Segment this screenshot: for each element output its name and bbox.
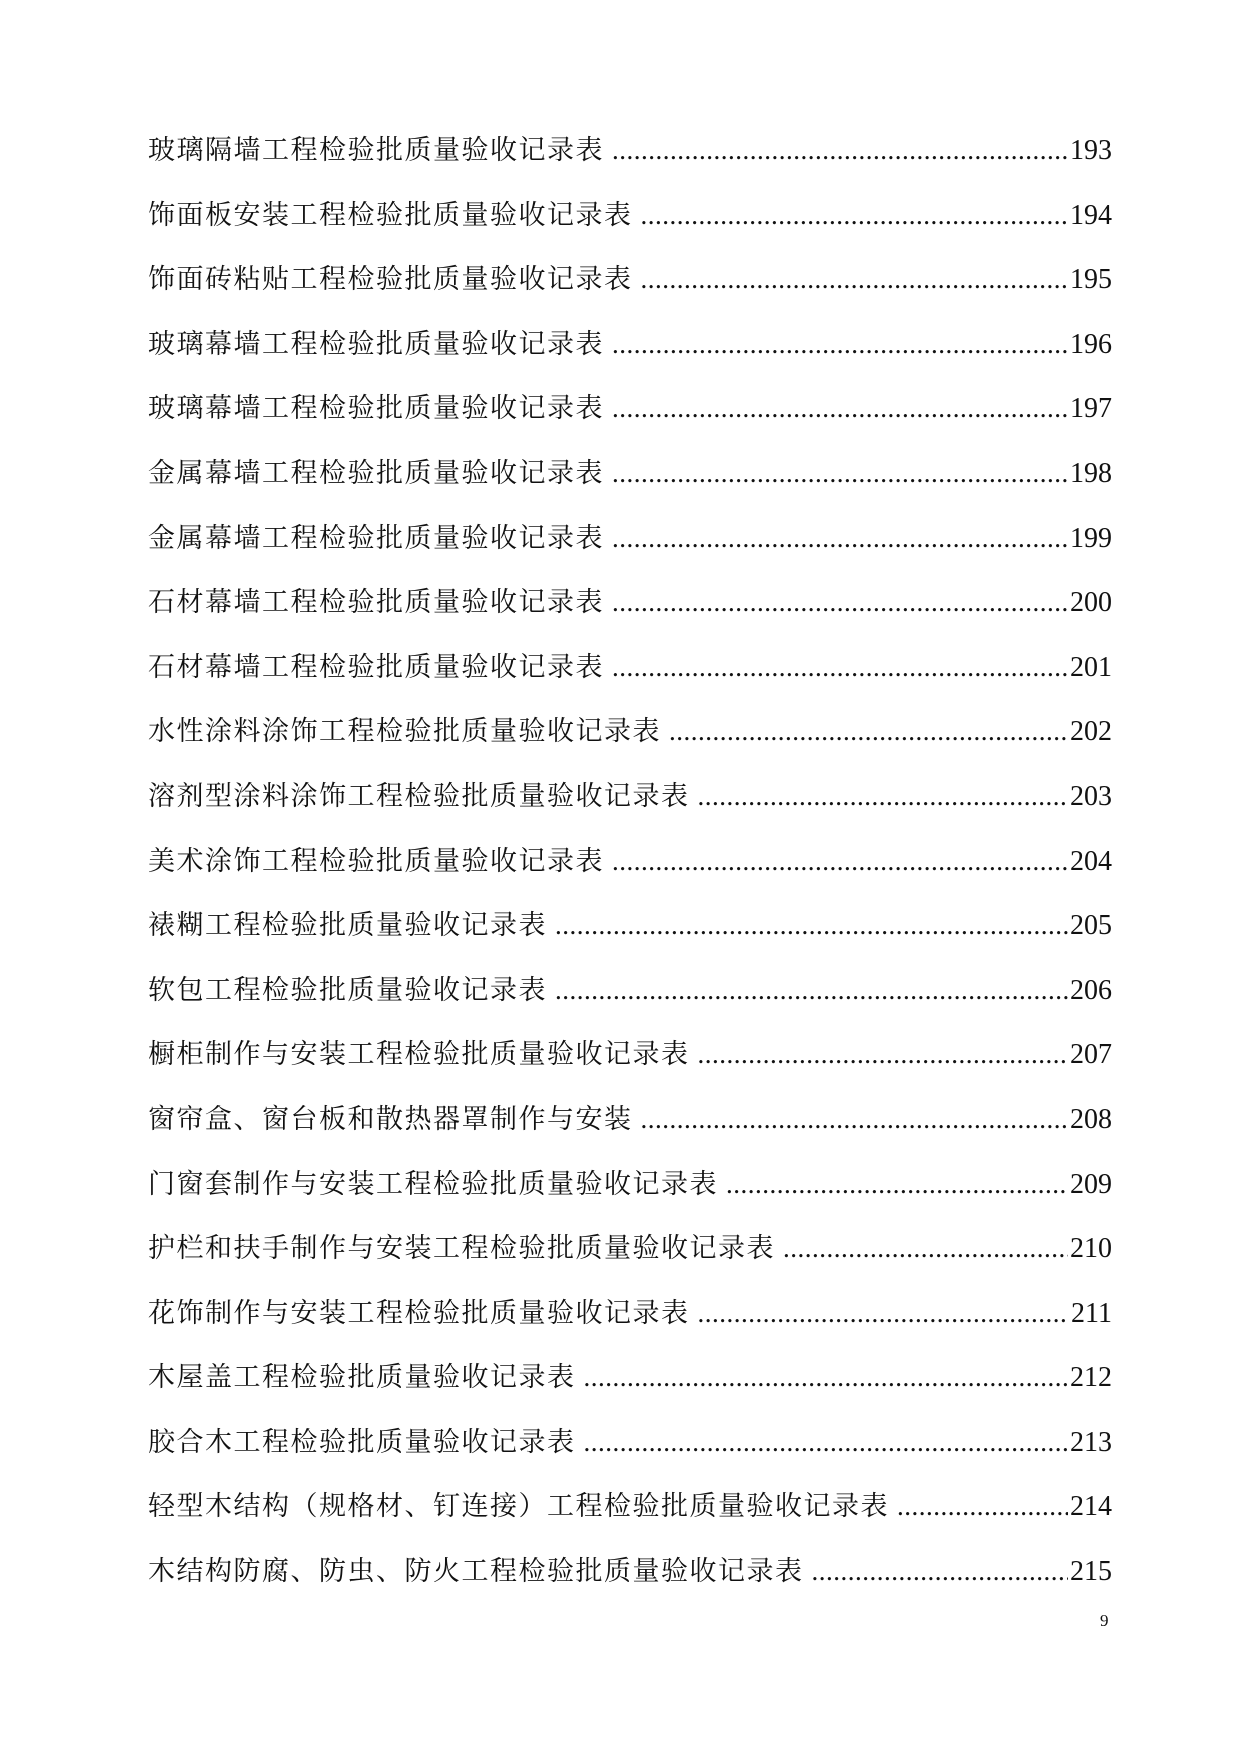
toc-entry[interactable] — [148, 1216, 1112, 1281]
toc-entry[interactable] — [148, 570, 1112, 635]
toc-leader-dots — [612, 829, 1068, 894]
toc-leader-dots — [612, 118, 1068, 183]
toc-entry[interactable] — [148, 376, 1112, 441]
toc-leader-dots — [612, 376, 1068, 441]
toc-entry[interactable] — [148, 699, 1112, 764]
toc-leader-dots — [612, 312, 1068, 377]
toc-leader-dots — [612, 506, 1068, 571]
toc-entry[interactable] — [148, 1474, 1112, 1539]
toc-leader-dots — [812, 1539, 1069, 1604]
toc-entry-title: 软包工程检验批质量验收记录表 — [148, 974, 547, 1006]
toc-entry-page: 199 — [1070, 522, 1112, 554]
toc-entry-page: 203 — [1070, 780, 1112, 812]
toc-leader-dots — [555, 893, 1068, 958]
toc-leader-dots — [698, 1281, 1070, 1346]
toc-leader-dots — [641, 183, 1069, 248]
toc-entry[interactable] — [148, 764, 1112, 829]
toc-leader-dots — [612, 441, 1068, 506]
toc-leader-dots — [584, 1345, 1069, 1410]
toc-entry-title: 石材幕墙工程检验批质量验收记录表 — [148, 587, 604, 619]
toc-entry-title: 花饰制作与安装工程检验批质量验收记录表 — [148, 1297, 690, 1329]
toc-entry[interactable] — [148, 183, 1112, 248]
toc-entry-page: 196 — [1070, 328, 1112, 360]
toc-entry-page: 215 — [1070, 1556, 1112, 1588]
toc-entry-page: 205 — [1070, 910, 1112, 942]
toc-entry[interactable] — [148, 441, 1112, 506]
toc-entry-page: 210 — [1070, 1233, 1112, 1265]
toc-entry-title: 玻璃幕墙工程检验批质量验收记录表 — [148, 328, 604, 360]
toc-entry-title: 美术涂饰工程检验批质量验收记录表 — [148, 845, 604, 877]
toc-entry[interactable] — [148, 1539, 1112, 1604]
toc-entry-page: 202 — [1070, 716, 1112, 748]
toc-entry[interactable] — [148, 1410, 1112, 1475]
toc-entry-title: 护栏和扶手制作与安装工程检验批质量验收记录表 — [148, 1233, 775, 1265]
toc-entry-title: 橱柜制作与安装工程检验批质量验收记录表 — [148, 1039, 690, 1071]
toc-leader-dots — [698, 1022, 1069, 1087]
toc-entry[interactable] — [148, 1152, 1112, 1217]
toc-leader-dots — [669, 699, 1068, 764]
toc-entry-title: 窗帘盒、窗台板和散热器罩制作与安装 — [148, 1103, 633, 1135]
toc-entry-page: 214 — [1070, 1491, 1112, 1523]
toc-entry-title: 饰面板安装工程检验批质量验收记录表 — [148, 199, 633, 231]
toc-entry[interactable] — [148, 1022, 1112, 1087]
toc-entry[interactable] — [148, 247, 1112, 312]
toc-entry-page: 207 — [1070, 1039, 1112, 1071]
toc-entry-title: 裱糊工程检验批质量验收记录表 — [148, 910, 547, 942]
toc-leader-dots — [783, 1216, 1068, 1281]
toc-entry-title: 木结构防腐、防虫、防火工程检验批质量验收记录表 — [148, 1556, 804, 1588]
toc-entry-page: 204 — [1070, 845, 1112, 877]
toc-entry-title: 轻型木结构（规格材、钉连接）工程检验批质量验收记录表 — [148, 1491, 889, 1523]
toc-leader-dots — [726, 1152, 1068, 1217]
toc-entry[interactable] — [148, 1087, 1112, 1152]
toc-entry-title: 石材幕墙工程检验批质量验收记录表 — [148, 651, 604, 683]
toc-entry[interactable] — [148, 118, 1112, 183]
toc-leader-dots — [612, 570, 1068, 635]
toc-entry-page: 201 — [1070, 651, 1112, 683]
toc-entry-title: 溶剂型涂料涂饰工程检验批质量验收记录表 — [148, 780, 690, 812]
toc-entry-title: 门窗套制作与安装工程检验批质量验收记录表 — [148, 1168, 718, 1200]
toc-entry-page: 212 — [1070, 1362, 1112, 1394]
toc-entry-title: 饰面砖粘贴工程检验批质量验收记录表 — [148, 264, 633, 296]
toc-entry[interactable] — [148, 1345, 1112, 1410]
toc-entry-page: 198 — [1070, 457, 1112, 489]
toc-entry-title: 金属幕墙工程检验批质量验收记录表 — [148, 457, 604, 489]
toc-entry[interactable] — [148, 829, 1112, 894]
toc-leader-dots — [698, 764, 1069, 829]
toc-entry-page: 194 — [1070, 199, 1112, 231]
toc-entry-title: 胶合木工程检验批质量验收记录表 — [148, 1426, 576, 1458]
toc-entry[interactable] — [148, 893, 1112, 958]
toc-entry-title: 玻璃幕墙工程检验批质量验收记录表 — [148, 393, 604, 425]
toc-entry-title: 水性涂料涂饰工程检验批质量验收记录表 — [148, 716, 661, 748]
toc-entry[interactable] — [148, 1281, 1112, 1346]
table-of-contents — [148, 118, 1112, 1604]
toc-leader-dots — [641, 1087, 1069, 1152]
toc-entry[interactable] — [148, 635, 1112, 700]
toc-leader-dots — [612, 635, 1068, 700]
toc-leader-dots — [641, 247, 1069, 312]
toc-entry[interactable] — [148, 506, 1112, 571]
toc-entry-page: 197 — [1070, 393, 1112, 425]
toc-leader-dots — [897, 1474, 1068, 1539]
toc-entry-page: 213 — [1070, 1426, 1112, 1458]
toc-entry-page: 209 — [1070, 1168, 1112, 1200]
toc-entry-title: 金属幕墙工程检验批质量验收记录表 — [148, 522, 604, 554]
page-number: 9 — [1100, 1611, 1109, 1630]
toc-entry[interactable] — [148, 958, 1112, 1023]
toc-leader-dots — [555, 958, 1068, 1023]
toc-leader-dots — [584, 1410, 1069, 1475]
toc-entry-title: 木屋盖工程检验批质量验收记录表 — [148, 1362, 576, 1394]
toc-entry-page: 195 — [1070, 264, 1112, 296]
toc-entry-title: 玻璃隔墙工程检验批质量验收记录表 — [148, 135, 604, 166]
toc-entry-page: 193 — [1070, 135, 1112, 166]
toc-entry-page: 211 — [1071, 1297, 1112, 1329]
toc-entry-page: 208 — [1070, 1103, 1112, 1135]
toc-entry[interactable] — [148, 312, 1112, 377]
toc-entry-page: 206 — [1070, 974, 1112, 1006]
toc-entry-page: 200 — [1070, 587, 1112, 619]
